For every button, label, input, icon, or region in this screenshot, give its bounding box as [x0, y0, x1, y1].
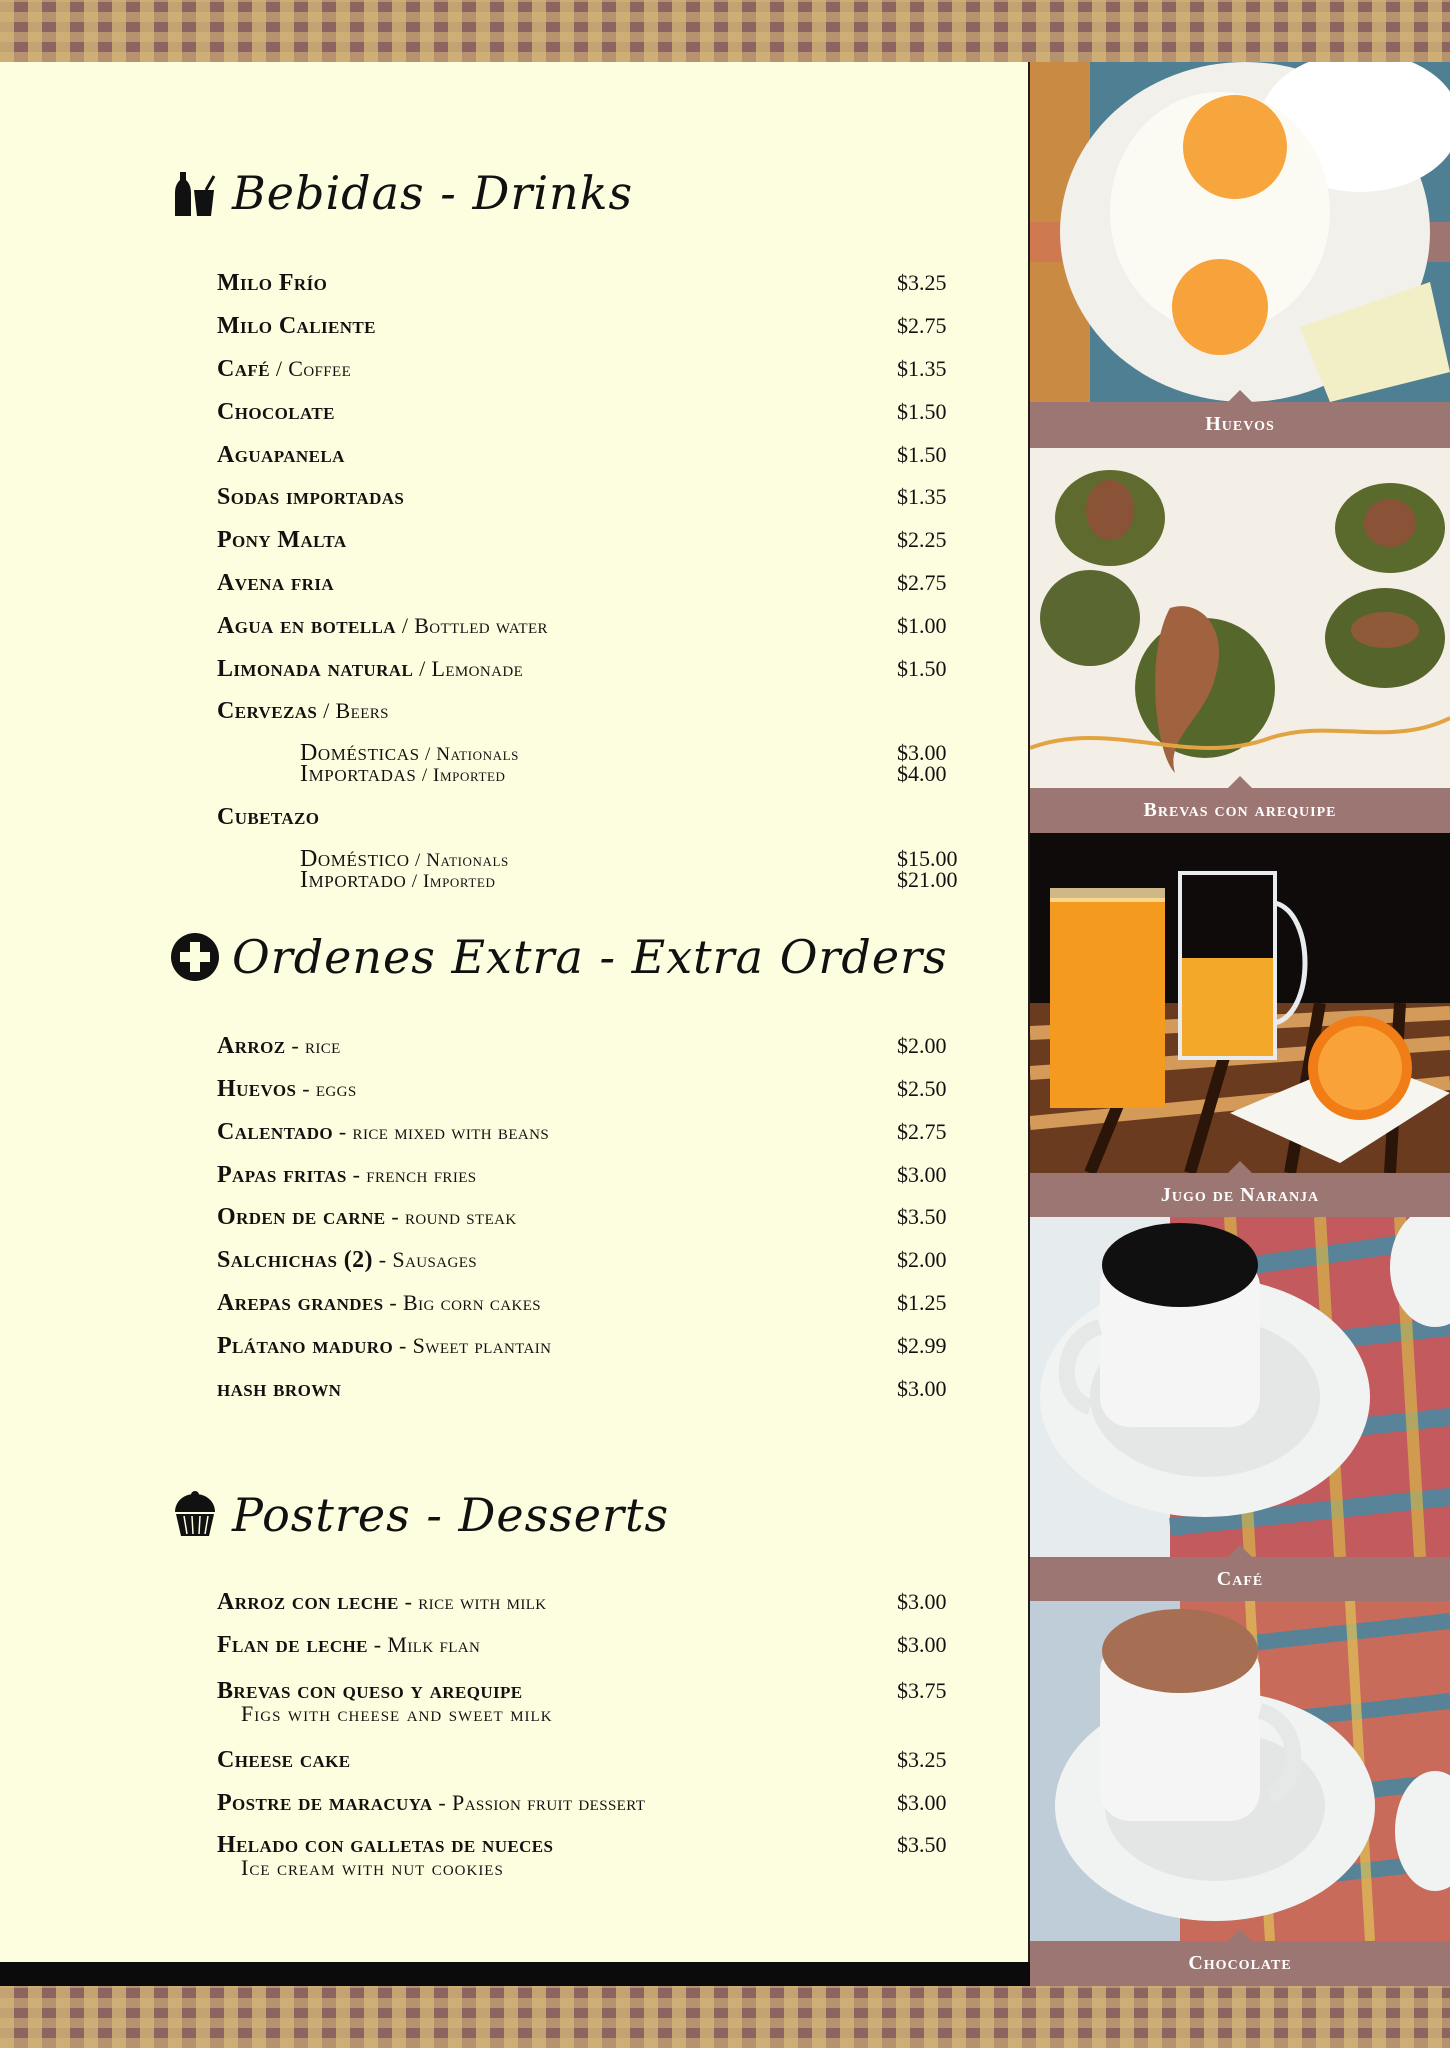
- menu-item: Pony Malta $2.25: [217, 520, 977, 560]
- photo-caption: Café: [1216, 1568, 1264, 1590]
- menu-item: Flan de leche - Milk flan $3.00: [217, 1625, 977, 1665]
- menu-item: Aguapanela $1.50: [217, 435, 977, 475]
- photo-caption: Chocolate: [1188, 1952, 1292, 1974]
- menu-item: Arroz con leche - rice with milk $3.00: [217, 1582, 977, 1622]
- price: $3.00: [897, 1790, 947, 1815]
- extras-title: Ordenes Extra - Extra Orders: [232, 930, 948, 984]
- figs-photo: [1030, 448, 1450, 788]
- orange-juice-photo: [1030, 833, 1450, 1173]
- menu-item: Milo Frío $3.25: [217, 263, 977, 303]
- coffee-photo: [1030, 1217, 1450, 1557]
- menu-item: Cheese cake $3.25: [217, 1740, 977, 1780]
- price: $3.00: [897, 1589, 947, 1614]
- price: $21.00: [897, 867, 958, 892]
- menu-item: Cervezas / Beers: [217, 698, 389, 724]
- price: $3.00: [897, 740, 947, 765]
- extras-heading: [168, 922, 948, 992]
- eggs-photo: [1030, 62, 1450, 402]
- decorative-top-border: [0, 0, 1450, 62]
- drinks-heading: [168, 158, 633, 228]
- caption-notch: [1228, 1545, 1252, 1557]
- menu-item: Salchichas (2) - Sausages $2.00: [217, 1240, 977, 1280]
- price: $3.50: [897, 1832, 947, 1857]
- price: $2.75: [897, 570, 947, 595]
- price: $2.75: [897, 313, 947, 338]
- beer-option: Importadas / Imported $4.00: [300, 761, 947, 787]
- hot-chocolate-photo: [1030, 1601, 1450, 1941]
- price: $1.50: [897, 656, 947, 681]
- desserts-title: Postres - Desserts: [232, 1488, 670, 1542]
- menu-item: hash brown $3.00: [217, 1369, 977, 1409]
- plus-circle-icon: [168, 930, 222, 984]
- price: $3.00: [897, 1376, 947, 1401]
- panel-shadow: [0, 1962, 1036, 1986]
- cubetazo-option: Importado / Imported $21.00: [300, 867, 958, 893]
- menu-item: Chocolate $1.50: [217, 392, 977, 432]
- menu-item: Arroz - rice $2.00: [217, 1026, 977, 1066]
- photo-card-cafe: [1030, 1217, 1450, 1601]
- price: $4.00: [897, 761, 947, 786]
- photo-card-jugo: [1030, 833, 1450, 1217]
- photo-caption: Jugo de Naranja: [1160, 1184, 1320, 1206]
- price: $3.50: [897, 1204, 947, 1229]
- price: $1.35: [897, 484, 947, 509]
- photo-card-huevos: [1030, 62, 1450, 446]
- cubetazo-option: Doméstico / Nationals $15.00: [300, 846, 958, 872]
- caption-notch: [1228, 776, 1252, 788]
- photo-card-brevas: [1030, 448, 1450, 832]
- menu-item: Helado con galletas de nueces $3.50 Ice cream with nut cookies: [217, 1825, 977, 1865]
- price: $3.75: [897, 1678, 947, 1703]
- price: $3.00: [897, 1632, 947, 1657]
- menu-item: Huevos - eggs $2.50: [217, 1069, 977, 1109]
- photo-caption: Brevas con arequipe: [1143, 799, 1337, 821]
- menu-item: Plátano maduro - Sweet plantain $2.99: [217, 1326, 977, 1366]
- drinks-icon: [168, 166, 222, 220]
- item-description: Ice cream with nut cookies: [241, 1855, 504, 1880]
- price: $3.25: [897, 270, 947, 295]
- price: $1.50: [897, 399, 947, 424]
- price: $1.25: [897, 1290, 947, 1315]
- drinks-title: Bebidas - Drinks: [232, 166, 634, 220]
- item-description: Figs with cheese and sweet milk: [241, 1701, 553, 1726]
- price: $1.35: [897, 356, 947, 381]
- menu-item: Avena fria $2.75: [217, 563, 977, 603]
- price: $2.50: [897, 1076, 947, 1101]
- price: $2.75: [897, 1119, 947, 1144]
- price: $3.25: [897, 1747, 947, 1772]
- price: $15.00: [897, 846, 958, 871]
- menu-item: Brevas con queso y arequipe $3.75 Figs with cheese and sweet milk: [217, 1671, 977, 1711]
- price: $3.00: [897, 1162, 947, 1187]
- photo-card-chocolate: [1030, 1601, 1450, 1986]
- menu-item: Limonada natural / Lemonade $1.50: [217, 649, 977, 689]
- decorative-bottom-border: [0, 1986, 1450, 2048]
- menu-item: Agua en botella / Bottled water $1.00: [217, 606, 977, 646]
- price: $2.99: [897, 1333, 947, 1358]
- beer-option: Domésticas / Nationals $3.00: [300, 740, 947, 766]
- price: $1.50: [897, 442, 947, 467]
- caption-notch: [1228, 1929, 1252, 1941]
- menu-item: Postre de maracuya - Passion fruit dessert $3.00: [217, 1783, 977, 1823]
- menu-item: Calentado - rice mixed with beans $2.75: [217, 1112, 977, 1152]
- price: $2.00: [897, 1247, 947, 1272]
- menu-item: Cubetazo: [217, 804, 320, 830]
- menu-item: Orden de carne - round steak $3.50: [217, 1197, 977, 1237]
- menu-item: Sodas importadas $1.35: [217, 477, 977, 517]
- caption-notch: [1228, 390, 1252, 402]
- cupcake-icon: [168, 1488, 222, 1542]
- desserts-heading: [168, 1480, 669, 1550]
- menu-item: Milo Caliente $2.75: [217, 306, 977, 346]
- price: $1.00: [897, 613, 947, 638]
- menu-item: Café / Coffee $1.35: [217, 349, 977, 389]
- menu-item: Papas fritas - french fries $3.00: [217, 1155, 977, 1195]
- price: $2.25: [897, 527, 947, 552]
- photo-caption: Huevos: [1205, 413, 1275, 435]
- caption-notch: [1228, 1161, 1252, 1173]
- menu-item: Arepas grandes - Big corn cakes $1.25: [217, 1283, 977, 1323]
- price: $2.00: [897, 1033, 947, 1058]
